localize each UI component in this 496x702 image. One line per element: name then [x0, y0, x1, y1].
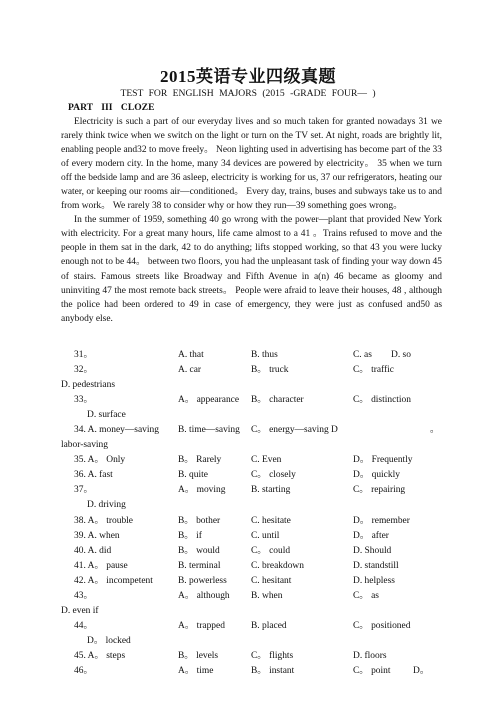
- passage-paragraph-1: Electricity is such a part of our everyday lives and so much taken for granted nowadays 31 we rarely think twice when we switch on the light or turn on the TV set. At night, roads are brightly lit, enabling people and32 to move freely。 Neon lighting used in advertising has become part of the 33 of every modern city. In the home, many 34 devices are powered by electricity。 35 when we turn off the bedside lamp and are 36 asleep, electricity is working for us, 37 our refrigerators, heating our water, or keeping our rooms air—conditioned。 Every day, trains, buses and subways take us to and from work。 We rarely 38 to consider why or how they run—39 something goes wrong。: [61, 117, 442, 212]
- question-number: 37。: [74, 485, 93, 496]
- question-number: 36. A. fast: [74, 470, 113, 481]
- option-row: [61, 393, 445, 408]
- option-c: C. breakdown: [251, 560, 304, 571]
- option-c: C。 as: [353, 590, 379, 601]
- option-row: [61, 514, 445, 529]
- option-b: B. when: [251, 590, 283, 601]
- question-number: 41. A。 pause: [74, 560, 128, 571]
- option-c: C。 positioned: [353, 620, 411, 631]
- option-b: B。 would: [178, 545, 220, 556]
- question-number: 32。: [74, 365, 93, 376]
- option-c: C. as: [353, 350, 372, 360]
- option-row: [61, 423, 445, 438]
- option-d: D. pedestrians: [61, 380, 115, 391]
- option-row-wrap: [61, 634, 445, 649]
- question-number: 43。: [74, 590, 93, 601]
- option-c: C。 energy—saving D: [251, 425, 338, 436]
- option-b: B. placed: [251, 620, 287, 631]
- option-a: A。 appearance: [178, 395, 240, 406]
- option-row: [61, 559, 445, 574]
- option-c: C. hesitate: [251, 515, 291, 526]
- option-b: B. powerless: [178, 575, 227, 586]
- question-number: 34. A. money—saving: [74, 425, 159, 436]
- question-number: 40. A. did: [74, 545, 112, 556]
- option-d: D。 after: [353, 530, 389, 541]
- question-number: 44。: [74, 620, 93, 631]
- test-subtitle: TEST FOR ENGLISH MAJORS (2015 -GRADE FOUR— ): [120, 88, 376, 99]
- option-row: [61, 544, 445, 559]
- option-c: C。 could: [251, 545, 291, 556]
- option-d: D. floors: [353, 650, 387, 661]
- page-title: 2015英语专业四级真题: [160, 67, 336, 86]
- question-number: 31。: [74, 350, 93, 360]
- question-number: 46。: [74, 665, 93, 676]
- option-a: A。 trapped: [178, 620, 225, 631]
- option-d: D。 Frequently: [353, 455, 413, 466]
- options-list: [61, 348, 445, 679]
- option-d: D. surface: [87, 410, 126, 421]
- option-row: [61, 664, 445, 679]
- option-d: D。 quickly: [353, 470, 400, 481]
- option-d: D。 locked: [87, 635, 131, 646]
- option-b: B。 if: [178, 530, 202, 541]
- option-b: B. starting: [251, 485, 291, 496]
- question-number: 38. A。 trouble: [74, 515, 133, 526]
- option-b: B。 truck: [251, 365, 289, 376]
- option-a: A。 although: [178, 590, 230, 601]
- option-row: [61, 348, 445, 363]
- option-c: C. Even: [251, 455, 282, 466]
- question-number: 45. A。 steps: [74, 650, 126, 661]
- option-row: [61, 529, 445, 544]
- option-c: C。 repairing: [353, 485, 406, 496]
- option-c: C。 point: [353, 665, 391, 676]
- option-a: A。 moving: [178, 485, 226, 496]
- option-b: B. time—saving: [178, 425, 240, 436]
- option-c: C。 closely: [251, 470, 296, 481]
- option-b: B。 bother: [178, 515, 221, 526]
- option-row: [61, 574, 445, 589]
- part-heading: PART III CLOZE: [68, 102, 155, 113]
- cloze-passage: [61, 115, 442, 326]
- option-b: B。 character: [251, 395, 304, 406]
- option-row-wrap: [61, 438, 445, 453]
- option-d: D。 remember: [353, 515, 410, 526]
- question-number: 39. A. when: [74, 530, 120, 541]
- option-row: [61, 453, 445, 468]
- question-number: 42. A。 incompetent: [74, 575, 153, 586]
- option-b: B。 instant: [251, 665, 295, 676]
- question-number: 35. A。 Only: [74, 455, 126, 466]
- option-row: [61, 619, 445, 634]
- option-b: B。 levels: [178, 650, 219, 661]
- option-d: D. Should: [353, 545, 392, 556]
- option-a: A. car: [178, 365, 202, 376]
- option-row: [61, 363, 445, 378]
- passage-paragraph-2: In the summer of 1959, something 40 go wrong with the power—plant that provided New York with electricity. For a great many hours, life came almost to a 41 。Trains refused to move and the people in them sat in the dark, 42 to do anything; lifts stopped working, so that 43 you were lucky enough not to be 44。 between two floors, you had the unpleasant task of finding your way down 45 of stairs. Famous streets like Broadway and Fifth Avenue in a(n) 46 became as gloomy and uninviting 47 the most remote back streets。 People were afraid to leave their houses, 48 , although the police had been ordered to 49 in case of emergency, they were just as confused and50 as anybody else.: [61, 215, 442, 324]
- option-row-wrap: [61, 498, 445, 513]
- option-row-wrap: [61, 408, 445, 423]
- option-row: [61, 649, 445, 664]
- option-b: B. thus: [251, 350, 278, 360]
- option-b: B. quite: [178, 470, 208, 481]
- option-d: D。: [413, 665, 430, 676]
- option-d: D. even if: [61, 605, 99, 616]
- option-b: B。 Rarely: [178, 455, 222, 466]
- option-c: C。 flights: [251, 650, 294, 661]
- option-row-wrap: [61, 604, 445, 619]
- option-c: C. until: [251, 530, 280, 541]
- question-number: 33。: [74, 395, 93, 406]
- option-a: A。 time: [178, 665, 214, 676]
- option-d: D. standstill: [353, 560, 399, 571]
- option-d: D. so: [391, 350, 411, 360]
- option-row-wrap: [61, 378, 445, 393]
- option-row: [61, 468, 445, 483]
- option-c: C。 traffic: [353, 365, 394, 376]
- option-c: C. hesitant: [251, 575, 292, 586]
- option-c: C。 distinction: [353, 395, 411, 406]
- option-a: A. that: [178, 350, 204, 360]
- option-d-prefix: 。: [430, 425, 440, 436]
- option-row: [61, 589, 445, 604]
- option-row: [61, 483, 445, 498]
- option-d: labor-saving: [61, 440, 108, 451]
- option-d: D. helpless: [353, 575, 395, 586]
- option-b: B. terminal: [178, 560, 221, 571]
- option-d: D. driving: [87, 500, 126, 511]
